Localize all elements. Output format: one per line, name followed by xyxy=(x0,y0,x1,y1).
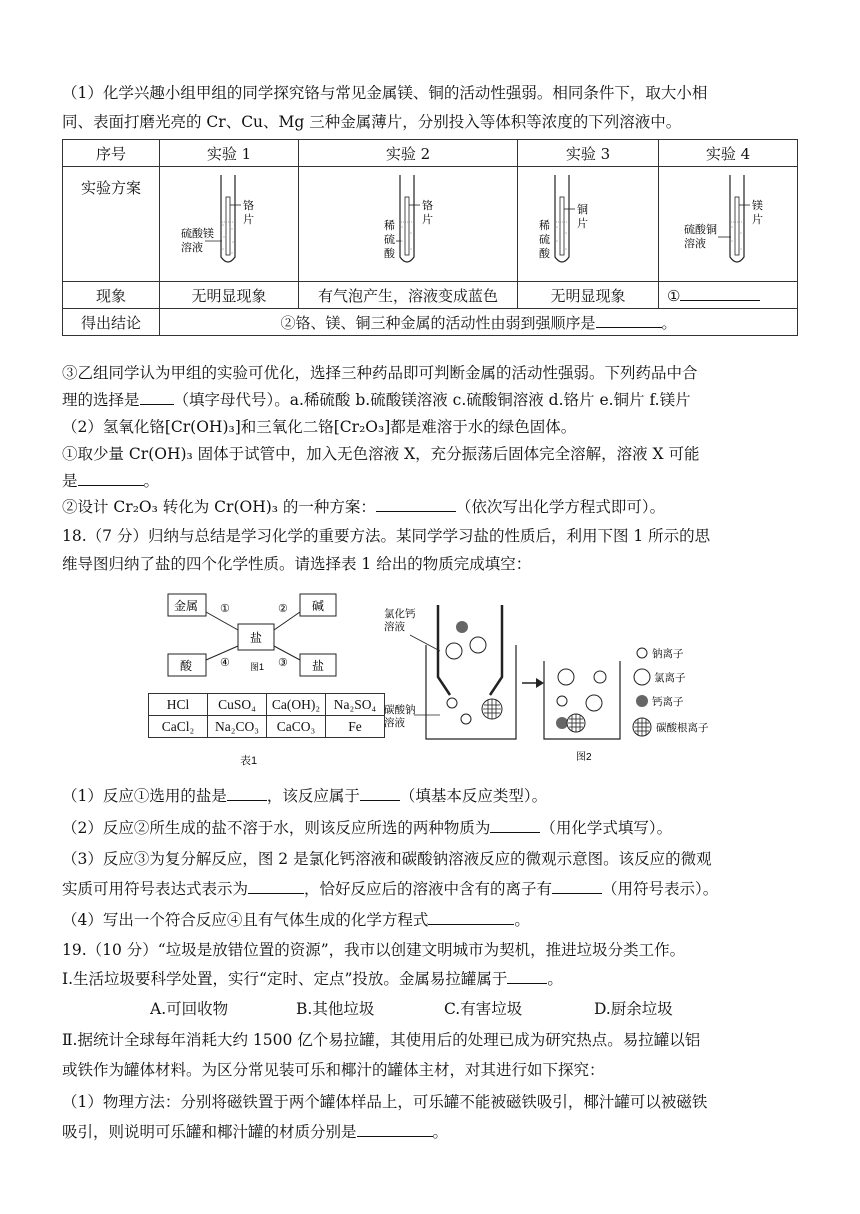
text: ，恰好反应后的溶液中含有的离子有 xyxy=(304,880,553,898)
answer-blank[interactable] xyxy=(596,312,662,328)
answer-blank[interactable] xyxy=(428,909,514,925)
paragraph: 18.（7 分）归纳与总结是学习化学的重要方法。某同学学习盐的性质后，利用下图 1 所示的思 xyxy=(62,527,711,545)
text: ②设计 Cr₂O₃ 转化为 Cr(OH)₃ 的一种方案： xyxy=(62,498,376,516)
text: 。 xyxy=(547,970,563,988)
tube-diagram xyxy=(160,167,299,282)
diagram-label: 溶液 xyxy=(384,717,405,729)
table-cell: 无明显现象 xyxy=(518,282,659,309)
diagram-label: 氯化钙 xyxy=(384,608,416,620)
table-header: 序号 xyxy=(63,140,160,167)
figure-caption: 图2 xyxy=(576,752,592,763)
answer-blank[interactable] xyxy=(357,1121,433,1137)
table-cell: CuSO₄ xyxy=(208,694,267,716)
tube-label: 铜 xyxy=(577,204,588,216)
answer-blank[interactable] xyxy=(140,389,174,405)
text: 。 xyxy=(143,472,160,490)
question xyxy=(62,909,800,931)
calcium-ion-icon xyxy=(636,695,648,707)
option-c[interactable]: C.有害垃圾 xyxy=(444,1000,523,1018)
table-header: 实验 3 xyxy=(518,140,659,167)
row-label: 现象 xyxy=(63,282,160,309)
tube-label: 片 xyxy=(243,214,254,226)
tube-label: 稀 xyxy=(384,220,395,232)
text: （用化学式填写）。 xyxy=(540,819,673,837)
legend-label: 钠离子 xyxy=(652,648,684,660)
reaction-number: ③ xyxy=(278,657,288,669)
mind-map-figure xyxy=(160,590,360,690)
option-row xyxy=(150,998,800,1020)
paragraph xyxy=(62,470,800,492)
text: ，该反应属于 xyxy=(266,787,360,805)
tube-label: 溶液 xyxy=(684,238,706,250)
tube-label: 稀 xyxy=(539,220,550,232)
test-tube-icon xyxy=(161,167,297,271)
answer-blank[interactable] xyxy=(248,878,304,894)
answer-blank[interactable] xyxy=(78,470,144,486)
tube-diagram xyxy=(659,167,798,282)
mind-map-node: 盐 xyxy=(312,659,325,673)
tube-label: 片 xyxy=(577,218,588,230)
tube-label: 片 xyxy=(422,214,433,226)
mind-map-node: 金属 xyxy=(174,599,199,613)
tube-label: 硫酸镁 xyxy=(181,228,214,240)
legend-label: 碳酸根离子 xyxy=(656,722,709,734)
blank-label: ① xyxy=(667,287,681,305)
legend-label: 氯离子 xyxy=(654,672,686,684)
paragraph: （1）化学兴趣小组甲组的同学探究铬与常见金属镁、铜的活动性强弱。相同条件下，取大小相 xyxy=(62,84,708,102)
table-caption: 表1 xyxy=(240,755,258,767)
text: （填字母代号）。a.稀硫酸 b.硫酸镁溶液 c.硫酸铜溶液 d.铬片 e.铜片 f.镁片 xyxy=(173,391,691,409)
tube-label: 酸 xyxy=(539,248,550,260)
substance-table xyxy=(148,693,385,738)
tube-label: 硫 xyxy=(384,234,395,246)
tube-label: 片 xyxy=(752,214,763,226)
paragraph xyxy=(62,968,800,990)
paragraph: 维导图归纳了盐的四个化学性质。请选择表 1 给出的物质完成填空： xyxy=(62,555,532,573)
table-cell: HCl xyxy=(149,694,208,716)
answer-blank[interactable] xyxy=(680,285,760,301)
tube-label: 硫 xyxy=(539,234,550,246)
test-tube-icon xyxy=(660,167,796,271)
tube-label: 酸 xyxy=(384,248,395,260)
text: 是 xyxy=(62,472,78,490)
carbonate-ion-icon xyxy=(633,718,651,736)
table-cell: CaCO₃ xyxy=(267,716,326,738)
text: （1）反应①选用的盐是 xyxy=(62,787,227,805)
paragraph: （1）物理方法：分别将磁铁置于两个罐体样品上，可乐罐不能被磁铁吸引，椰汁罐可以被磁铁 xyxy=(62,1093,708,1111)
table-cell: CaCl₂ xyxy=(149,716,208,738)
option-a[interactable]: A.可回收物 xyxy=(150,1000,229,1018)
text: 实质可用符号表达式表示为 xyxy=(62,880,249,898)
paragraph: Ⅱ.据统计全球每年消耗大约 1500 亿个易拉罐，其使用后的处理已成为研究热点。易拉罐以铝 xyxy=(62,1031,701,1049)
reaction-number: ① xyxy=(220,603,230,615)
text: Ⅰ.生活垃圾要科学处置，实行“定时、定点”投放。金属易拉罐属于 xyxy=(62,970,508,988)
sodium-ion-icon xyxy=(637,648,647,658)
answer-blank[interactable] xyxy=(507,968,547,984)
question xyxy=(62,785,800,807)
text: （依次写出化学方程式即可）。 xyxy=(455,498,666,516)
answer-blank[interactable] xyxy=(360,785,400,801)
question xyxy=(62,878,800,900)
row-label: 实验方案 xyxy=(63,167,160,282)
answer-blank[interactable] xyxy=(227,785,267,801)
table-header: 实验 1 xyxy=(160,140,299,167)
table-cell xyxy=(659,282,798,309)
test-tube-icon xyxy=(300,167,516,271)
paragraph: 同、表面打磨光亮的 Cr、Cu、Mg 三种金属薄片，分别投入等体积等浓度的下列溶液中。 xyxy=(62,113,682,131)
tube-diagram xyxy=(299,167,518,282)
question: （3）反应③为复分解反应，图 2 是氯化钙溶液和碳酸钠溶液反应的微观示意图。该反应的微观 xyxy=(62,850,712,868)
reaction-number: ④ xyxy=(220,657,230,669)
legend-label: 钙离子 xyxy=(652,696,684,708)
test-tube-icon xyxy=(519,167,657,271)
table-header: 实验 2 xyxy=(299,140,518,167)
figure-caption: 图1 xyxy=(250,662,265,672)
tube-label: 铬 xyxy=(243,200,254,212)
diagram-label: 碳酸钠 xyxy=(384,704,416,716)
table-cell: 有气泡产生，溶液变成蓝色 xyxy=(299,282,518,309)
paragraph: 或铁作为罐体材料。为区分常见装可乐和椰汁的罐体主材，对其进行如下探究： xyxy=(62,1061,605,1079)
text: （填基本反应类型）。 xyxy=(399,787,548,805)
experiment-table xyxy=(62,139,798,336)
mind-map-node: 碱 xyxy=(312,599,325,613)
text: 吸引，则说明可乐罐和椰汁罐的材质分别是 xyxy=(62,1123,357,1141)
tube-diagram xyxy=(518,167,659,282)
tube-label: 溶液 xyxy=(181,242,203,254)
answer-blank[interactable] xyxy=(490,817,540,833)
table-cell: Ca(OH)₂ xyxy=(267,694,326,716)
table-cell: Na₂SO₄ xyxy=(326,694,385,716)
paragraph: 19.（10 分）“垃圾是放错位置的资源”，我市以创建文明城市为契机，推进垃圾分类工作。 xyxy=(62,941,686,959)
table-cell xyxy=(160,309,798,336)
question xyxy=(62,817,800,839)
option-b[interactable]: B.其他垃圾 xyxy=(296,1000,375,1018)
paragraph: ①取少量 Cr(OH)₃ 固体于试管中，加入无色溶液 X，充分振荡后固体完全溶解，溶液 X 可能 xyxy=(62,445,700,463)
conclusion-text: ②铬、镁、铜三种金属的活动性由弱到强顺序是 xyxy=(280,313,596,332)
table-cell: 无明显现象 xyxy=(160,282,299,309)
mind-map-node: 酸 xyxy=(180,659,193,673)
text: 理的选择是 xyxy=(62,391,140,409)
text: （4）写出一个符合反应④且有气体生成的化学方程式 xyxy=(62,911,429,929)
tube-label: 铬 xyxy=(422,200,433,212)
text: （用符号表示）。 xyxy=(602,880,719,898)
paragraph xyxy=(62,496,800,518)
microscopic-diagram xyxy=(380,605,740,765)
text: （2）反应②所生成的盐不溶于水，则该反应所选的两种物质为 xyxy=(62,819,491,837)
answer-blank[interactable] xyxy=(376,496,456,512)
chloride-ion-icon xyxy=(634,669,650,685)
table-cell: Na₂CO₃ xyxy=(208,716,267,738)
mind-map-node: 盐 xyxy=(250,631,263,645)
paragraph: ③乙组同学认为甲组的实验可优化，选择三种药品即可判断金属的活动性强弱。下列药品中合 xyxy=(62,364,698,382)
row-label: 得出结论 xyxy=(63,309,160,336)
punct: 。 xyxy=(661,313,677,332)
reaction-number: ② xyxy=(278,603,288,615)
tube-label: 硫酸铜 xyxy=(684,224,717,236)
text: 。 xyxy=(432,1123,449,1141)
table-cell: Fe xyxy=(326,716,385,738)
text: 。 xyxy=(514,911,530,929)
option-d[interactable]: D.厨余垃圾 xyxy=(594,1000,673,1018)
answer-blank[interactable] xyxy=(552,878,602,894)
paragraph: （2）氢氧化铬[Cr(OH)₃]和三氧化二铬[Cr₂O₃]都是难溶于水的绿色固体。 xyxy=(62,418,577,436)
paragraph xyxy=(62,389,800,411)
paragraph xyxy=(62,1121,800,1143)
diagram-label: 溶液 xyxy=(384,621,405,633)
table-header: 实验 4 xyxy=(659,140,798,167)
tube-label: 镁 xyxy=(752,200,763,212)
